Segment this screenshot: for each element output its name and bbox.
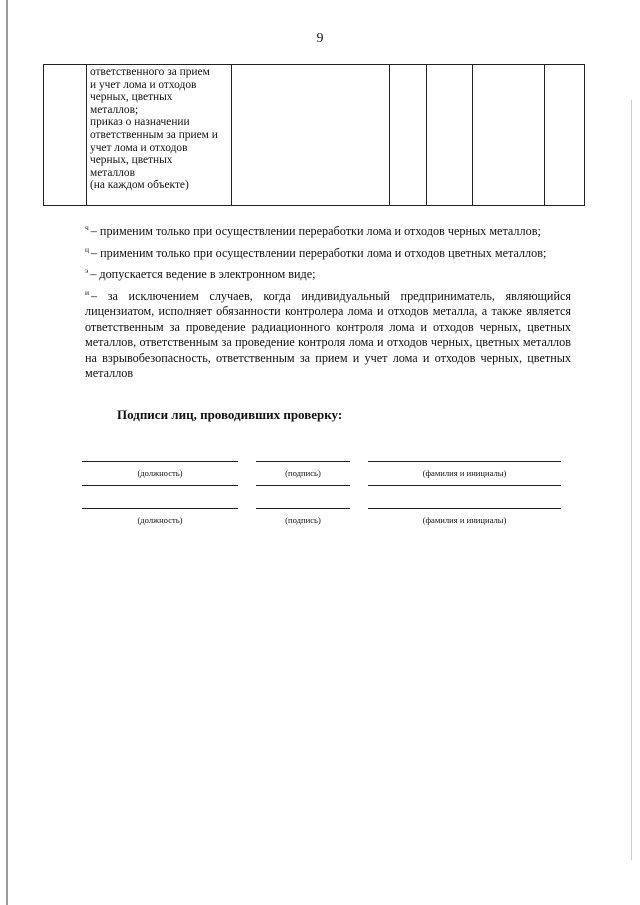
table-row bbox=[44, 65, 585, 206]
footnote-text: – за исключением случаев, когда индивидуальный предприниматель, являющийся лицензиатом, исполняет обязанности контролера лома и отходов металла, а также является ответственным за проведение радиационного контроля лома и отходов черных, цветных металлов, ответственным за проведение контроля лома и отходов черных, цветных металлов на взрывобезопасность, ответственным за прием и учет лома и отходов черных, цветных металлов bbox=[85, 288, 571, 380]
scan-edge bbox=[6, 0, 8, 905]
footnote-mark: ч bbox=[85, 223, 89, 232]
footnote-mark: э bbox=[85, 266, 89, 275]
caption-name: (фамилия и инициалы) bbox=[422, 468, 507, 478]
signature-line-name bbox=[368, 461, 561, 462]
footnote-item bbox=[85, 242, 571, 262]
caption-signature: (подпись) bbox=[285, 468, 321, 478]
footnote-item bbox=[85, 285, 571, 382]
footnote-text: – применим только при осуществлении переработки лома и отходов черных металлов; bbox=[90, 224, 541, 238]
signature-line-position bbox=[82, 485, 238, 486]
table-cell-empty bbox=[232, 65, 390, 206]
footnote-mark: и bbox=[85, 287, 90, 297]
signature-line-signature bbox=[256, 461, 350, 462]
table-cell-number bbox=[44, 65, 87, 206]
table-cell-empty bbox=[473, 65, 545, 206]
caption-position: (должность) bbox=[137, 515, 183, 525]
checklist-table-continuation bbox=[43, 64, 585, 206]
caption-signature: (подпись) bbox=[285, 515, 321, 525]
signature-line-name bbox=[368, 508, 561, 509]
footnote-mark: ц bbox=[85, 244, 90, 254]
footnote-item bbox=[85, 220, 571, 240]
table-cell-empty bbox=[390, 65, 427, 206]
scan-edge bbox=[631, 100, 632, 860]
table-cell-requirement: ответственного за прием и учет лома и отходов черных, цветных металлов; приказ о назначении ответственным за прием и учет лома и отходов черных, цветных металлов (на каждом объекте) bbox=[87, 65, 232, 206]
caption-position: (должность) bbox=[137, 468, 183, 478]
signature-line-position bbox=[82, 508, 238, 509]
footnotes bbox=[85, 220, 571, 384]
page-number: 9 bbox=[316, 31, 324, 46]
footnote-item bbox=[85, 263, 571, 283]
footnote-text: – применим только при осуществлении переработки лома и отходов цветных металлов; bbox=[91, 245, 547, 260]
signature-line-signature bbox=[256, 508, 350, 509]
signature-line-position bbox=[82, 461, 238, 462]
caption-name: (фамилия и инициалы) bbox=[422, 515, 507, 525]
footnote-text: – допускается ведение в электронном виде; bbox=[90, 267, 316, 281]
table-cell-empty bbox=[427, 65, 473, 206]
table-cell-empty bbox=[545, 65, 585, 206]
signature-line-signature bbox=[256, 485, 350, 486]
signatures-title: Подписи лиц, проводивших проверку: bbox=[117, 407, 343, 422]
signature-line-name bbox=[368, 485, 561, 486]
